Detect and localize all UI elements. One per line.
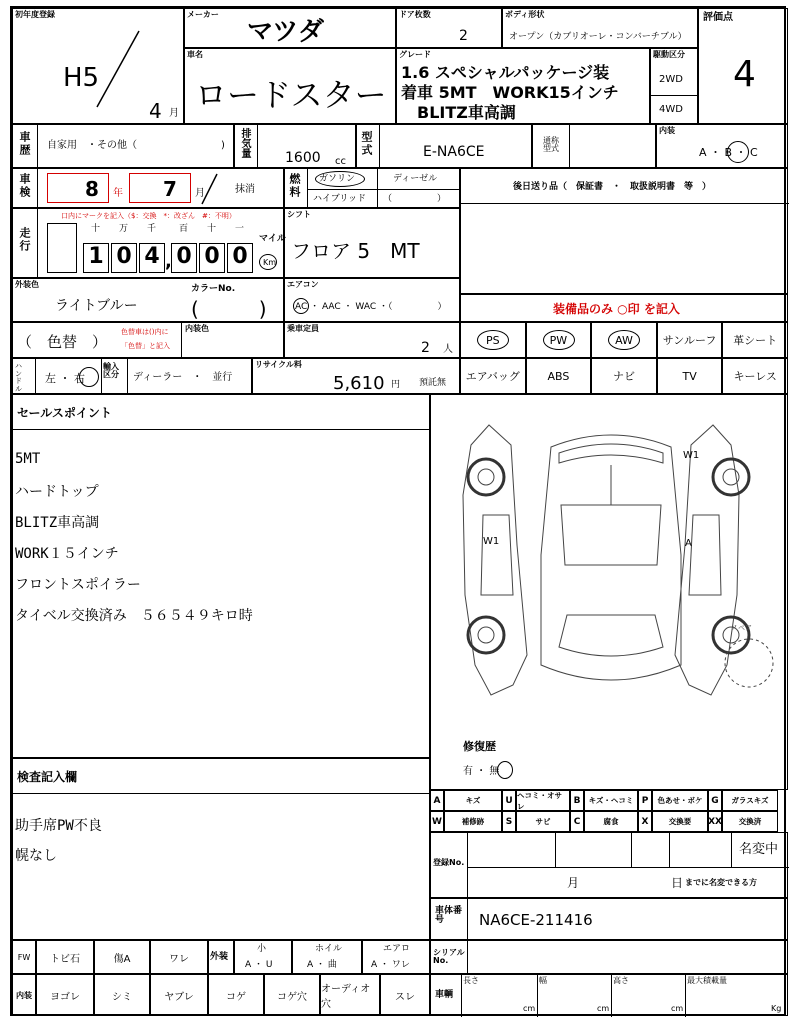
size-load-label: 最大積載量 xyxy=(687,976,727,985)
sales-line: タイベル交換済み ５６５４９キロ時 xyxy=(15,608,253,624)
recycle-note: 預託無 xyxy=(419,378,447,388)
sales-title: セールスポイント xyxy=(17,406,112,420)
slash-icon xyxy=(93,29,143,109)
shift-value: フロア 5 MT xyxy=(291,239,420,263)
repaint-note1: 色替車は()内に xyxy=(121,328,169,336)
color-value: ライトブルー xyxy=(55,298,138,314)
mileage-tick-label: 百 xyxy=(179,224,189,234)
recycle-label: リサイクル料 xyxy=(255,360,302,369)
recycle-box xyxy=(252,358,460,394)
bottom2-item: コゲ穴 xyxy=(264,974,320,1016)
sales-line: フロントスポイラー xyxy=(15,577,141,593)
bottom1-item: 傷A xyxy=(94,940,150,974)
aircon-value: AC ・ AAC ・ WAC ・（ ） xyxy=(295,302,447,312)
doors-box xyxy=(396,8,502,48)
mileage-box xyxy=(12,208,284,278)
later-items-box xyxy=(460,168,788,294)
equipment-item-label: サンルーフ xyxy=(662,334,717,347)
equipment-item xyxy=(591,358,657,394)
legend-cell: 腐食 xyxy=(584,811,638,832)
color-label: 外装色 xyxy=(15,280,39,289)
bottom2-item: コゲ xyxy=(208,974,264,1016)
capacity-value: 2 xyxy=(421,340,430,356)
equipment-item xyxy=(460,358,526,394)
repaint-box xyxy=(12,322,284,358)
ext-label-box xyxy=(208,940,234,974)
interior-box xyxy=(656,124,788,168)
model-label: 型式 xyxy=(360,131,373,157)
interior-grades: A ・ B ・ C xyxy=(699,146,758,159)
inspection-year-unit: 年 xyxy=(113,188,123,199)
maker-box xyxy=(184,8,396,48)
ext-aero-label: エアロ xyxy=(383,944,411,954)
slash-icon xyxy=(199,173,219,205)
import-value: ディーラー ・ 並行 xyxy=(133,372,233,383)
equipment-title: 装備品のみ ○印 を記入 xyxy=(553,302,680,316)
car-name-label: 車名 xyxy=(187,50,203,59)
body-type-label: ボディ形状 xyxy=(505,10,545,19)
size-length-label: 長さ xyxy=(463,976,479,985)
equipment-item xyxy=(460,322,526,358)
first-reg-month: 4 xyxy=(149,99,162,123)
bottom2-item: ヤブレ xyxy=(150,974,208,1016)
inspect-notes-title: 検査記入欄 xyxy=(17,770,78,784)
legend-cell: ガラスキズ xyxy=(722,790,778,811)
car-name-value: ロードスター xyxy=(195,76,387,114)
sales-line: 5MT xyxy=(15,451,41,467)
reg-no-label: 登録No. xyxy=(433,858,465,867)
mileage-comma: , xyxy=(165,251,172,272)
ext-aero-value: A ・ ワレ xyxy=(371,960,410,970)
legend-cell: G xyxy=(708,790,722,811)
diagram-mark-w1-right: W1 xyxy=(683,450,700,461)
shift-label: シフト xyxy=(287,210,311,219)
mileage-unit: マイル xyxy=(259,234,286,244)
inspect-note-line: 幌なし xyxy=(15,848,57,864)
diagram-mark-a: A xyxy=(685,538,692,549)
body-type-box xyxy=(502,8,698,48)
displacement-value: 1600 xyxy=(285,150,321,166)
sales-line: WORK１５インチ xyxy=(15,546,119,562)
mileage-digit: 0 xyxy=(199,243,225,273)
grade-line3: BLITZ車高調 xyxy=(417,103,516,122)
inspection-month-unit: 月 xyxy=(195,188,205,199)
first-reg-month-unit: 月 xyxy=(169,108,179,119)
sales-box xyxy=(12,394,430,758)
equipment-item-label: エアバッグ xyxy=(465,370,520,383)
ext-label: 外装 xyxy=(210,952,229,962)
maker-value: マツダ xyxy=(247,17,324,47)
fuel-gas: ガソリン xyxy=(319,174,356,184)
chassis-value: NA6CE-211416 xyxy=(479,911,593,929)
inspect-note-line: 助手席PW不良 xyxy=(15,818,102,834)
diagram-box xyxy=(430,394,788,790)
mileage-empty-digit xyxy=(47,223,77,273)
capacity-label: 乗車定員 xyxy=(287,324,319,333)
inspection-year: 8 xyxy=(85,177,99,201)
displacement-box xyxy=(234,124,356,168)
inspection-box xyxy=(12,168,284,208)
equipment-item xyxy=(657,322,723,358)
bottom2-item: オーディオ穴 xyxy=(320,974,380,1016)
sales-line: BLITZ車高調 xyxy=(15,515,100,531)
history-label: 車歴 xyxy=(18,131,31,157)
aircon-box xyxy=(284,278,460,322)
mileage-tick-label: 一 xyxy=(235,224,245,234)
color-box xyxy=(12,278,284,322)
bottom2-item: ヨゴレ xyxy=(36,974,94,1016)
legend-cell: U xyxy=(502,790,516,811)
first-reg-era: H5 xyxy=(63,63,100,93)
legend-cell: C xyxy=(570,811,584,832)
diagram-mark-w1-left: W1 xyxy=(483,536,500,547)
interior-color-label: 内装色 xyxy=(185,324,209,333)
equipment-item-label: ナビ xyxy=(612,370,635,383)
bottom1-item: トビ石 xyxy=(36,940,94,974)
legend-cell: 補修跡 xyxy=(444,811,502,832)
aircon-ac-circle xyxy=(293,298,309,314)
bottom2-item: シミ xyxy=(94,974,150,1016)
interior-label: 内装 xyxy=(659,126,675,135)
ext-wheel-label: ホイル xyxy=(315,944,343,954)
legend-cell: 色あせ・ボケ xyxy=(652,790,708,811)
mileage-km-circle xyxy=(259,254,277,270)
handle-label: ハンドル xyxy=(15,362,22,394)
import-label: 輸入区分 xyxy=(103,362,119,379)
auction-sheet xyxy=(10,6,786,1016)
drive-4wd: 4WD xyxy=(659,104,683,115)
equipment-item xyxy=(657,358,723,394)
bottom1-item: FW xyxy=(12,940,36,974)
ext-small-box xyxy=(234,940,292,974)
drive-2wd: 2WD xyxy=(659,74,683,85)
recycle-unit: 円 xyxy=(391,380,401,390)
size-box xyxy=(430,974,788,1016)
inspection-month: 7 xyxy=(163,177,177,201)
size-length-unit: cm xyxy=(523,1004,536,1013)
mileage-digit: 0 xyxy=(111,243,137,273)
legend-cell: X xyxy=(638,811,652,832)
inspection-canceled: 抹消 xyxy=(235,184,255,195)
equipment-item xyxy=(526,358,592,394)
grade-label: グレード xyxy=(399,50,431,59)
fuel-gas-circle xyxy=(315,171,365,187)
equipment-item-circle xyxy=(477,330,509,350)
score-value: 4 xyxy=(733,54,756,95)
size-height-unit: cm xyxy=(671,1004,684,1013)
maker-label: メーカー xyxy=(187,10,219,19)
mileage-digit: 0 xyxy=(227,243,253,273)
inspection-label: 車検 xyxy=(18,173,31,199)
aircon-label: エアコン xyxy=(287,280,319,289)
ext-wheel-box xyxy=(292,940,362,974)
repaint-value: （ 色替 ） xyxy=(17,333,108,351)
repair-none-circle xyxy=(497,761,513,779)
doors-value: 2 xyxy=(459,28,468,44)
equipment-item-label: AW xyxy=(615,333,633,347)
equipment-header xyxy=(460,294,788,322)
size-load-unit: Kg xyxy=(771,1004,782,1013)
diagram-spare-label: スペア xyxy=(731,624,752,632)
capacity-unit: 人 xyxy=(443,344,453,355)
sales-line: ハードトップ xyxy=(15,484,99,500)
legend-cell: キズ・ヘコミ xyxy=(584,790,638,811)
model-value: E-NA6CE xyxy=(423,144,485,160)
mileage-tick-label: 十 xyxy=(207,224,217,234)
repair-value: 有 ・ 無 xyxy=(463,766,500,777)
serial-box xyxy=(430,940,788,974)
name-change-status: 名変中 xyxy=(739,842,779,857)
fuel-label: 燃料 xyxy=(288,173,301,199)
equipment-item-label: 革シート xyxy=(733,334,778,347)
equipment-item-label: キーレス xyxy=(733,370,777,383)
mileage-unit-km: Km xyxy=(263,258,277,267)
equipment-item-label: PW xyxy=(549,333,568,347)
reg-month: 月 xyxy=(567,876,580,890)
mileage-note: 口内にマークを記入（$：交換 *：改ざん #：不明） xyxy=(61,212,236,220)
history-close: ) xyxy=(221,140,225,151)
legend-cell: サビ xyxy=(516,811,570,832)
score-label: 評価点 xyxy=(703,12,733,23)
fuel-other: （ ） xyxy=(383,194,447,204)
legend-cell: B xyxy=(570,790,584,811)
equipment-item-label: ABS xyxy=(547,369,570,383)
capacity-box xyxy=(284,322,460,358)
equipment-item-label: PS xyxy=(485,333,500,347)
chassis-label: 車体番号 xyxy=(435,906,463,925)
common-model-label: 通称型式 xyxy=(543,136,559,153)
reg-deadline: までに名変できる方 xyxy=(685,878,757,887)
drive-label: 駆動区分 xyxy=(653,50,685,59)
car-name-box xyxy=(184,48,396,124)
bottom2-item: 内装 xyxy=(12,974,36,1016)
displacement-label: 排気量 xyxy=(239,128,250,158)
later-items-title: 後日送り品（ 保証書 ・ 取扱説明書 等 ） xyxy=(513,182,712,192)
interior-b-circle xyxy=(727,141,749,163)
legend-cell: 交換要 xyxy=(652,811,708,832)
handle-right-circle xyxy=(79,367,99,387)
repaint-note2: 「色替」と記入 xyxy=(121,342,170,350)
first-reg-label: 初年度登録 xyxy=(15,10,55,19)
mileage-tick-label: 十 xyxy=(91,224,101,234)
fuel-hybrid: ハイブリッド xyxy=(313,194,367,204)
ext-aero-box xyxy=(362,940,430,974)
mileage-digit: 0 xyxy=(171,243,197,273)
legend-cell: キズ xyxy=(444,790,502,811)
mileage-digit: 1 xyxy=(83,243,109,273)
displacement-unit: cc xyxy=(335,156,346,167)
doors-label: ドア枚数 xyxy=(399,10,431,19)
legend-cell: XX xyxy=(708,811,722,832)
common-model-box xyxy=(532,124,656,168)
mileage-digit: 4 xyxy=(139,243,165,273)
serial-label: シリアルNo. xyxy=(433,948,465,965)
inspect-notes-box xyxy=(12,758,430,940)
legend-cell: P xyxy=(638,790,652,811)
ext-small-label: 小 xyxy=(257,944,267,954)
legend-cell: ヘコミ・オサレ xyxy=(516,790,570,811)
legend-cell: A xyxy=(430,790,444,811)
chassis-box xyxy=(430,898,788,940)
score-box xyxy=(698,8,788,124)
equipment-item-circle xyxy=(543,330,575,350)
body-type-value: オープン（カブリオーレ・コンバーチブル） xyxy=(509,32,687,42)
size-height-label: 高さ xyxy=(613,976,629,985)
bottom2-item: スレ xyxy=(380,974,430,1016)
mileage-label: 走行 xyxy=(18,227,31,253)
equipment-item xyxy=(722,358,788,394)
handle-value: 左 ・ 右 xyxy=(45,372,85,385)
grade-line2: 着車 5MT WORK15インチ xyxy=(401,83,619,102)
mileage-tick-label: 万 xyxy=(119,224,129,234)
shift-box xyxy=(284,208,460,278)
drive-box xyxy=(650,48,698,124)
bottom1-item: ワレ xyxy=(150,940,208,974)
equipment-item xyxy=(526,322,592,358)
legend-cell: S xyxy=(502,811,516,832)
grade-box xyxy=(396,48,650,124)
car-diagram xyxy=(431,395,787,725)
repair-title: 修復歴 xyxy=(463,740,496,753)
reg-day: 日 xyxy=(671,876,684,890)
mileage-tick-label: 千 xyxy=(147,224,157,234)
equipment-item-circle xyxy=(608,330,640,350)
ext-small-value: A ・ U xyxy=(245,960,273,970)
reg-no-box xyxy=(430,832,788,898)
history-value: 自家用 ・その他（ xyxy=(47,140,137,151)
color-code-label: カラーNo. xyxy=(191,284,236,294)
size-width-unit: cm xyxy=(597,1004,610,1013)
fuel-diesel: ディーゼル xyxy=(393,174,438,184)
color-code: ( ) xyxy=(191,297,267,321)
equipment-item xyxy=(591,322,657,358)
legend-cell: 交換済 xyxy=(722,811,778,832)
history-box xyxy=(12,124,234,168)
model-box xyxy=(356,124,532,168)
ext-wheel-value: A ・ 曲 xyxy=(307,960,337,970)
grade-line1: 1.6 スペシャルパッケージ装 xyxy=(401,63,610,82)
equipment-item xyxy=(722,322,788,358)
equipment-item-label: TV xyxy=(682,369,697,383)
size-width-label: 幅 xyxy=(539,976,547,985)
fuel-box xyxy=(284,168,460,208)
handle-box xyxy=(12,358,252,394)
legend-cell: W xyxy=(430,811,444,832)
recycle-value: 5,610 xyxy=(333,373,385,394)
size-label: 車輌 xyxy=(435,990,454,1000)
first-reg-box xyxy=(12,8,184,124)
